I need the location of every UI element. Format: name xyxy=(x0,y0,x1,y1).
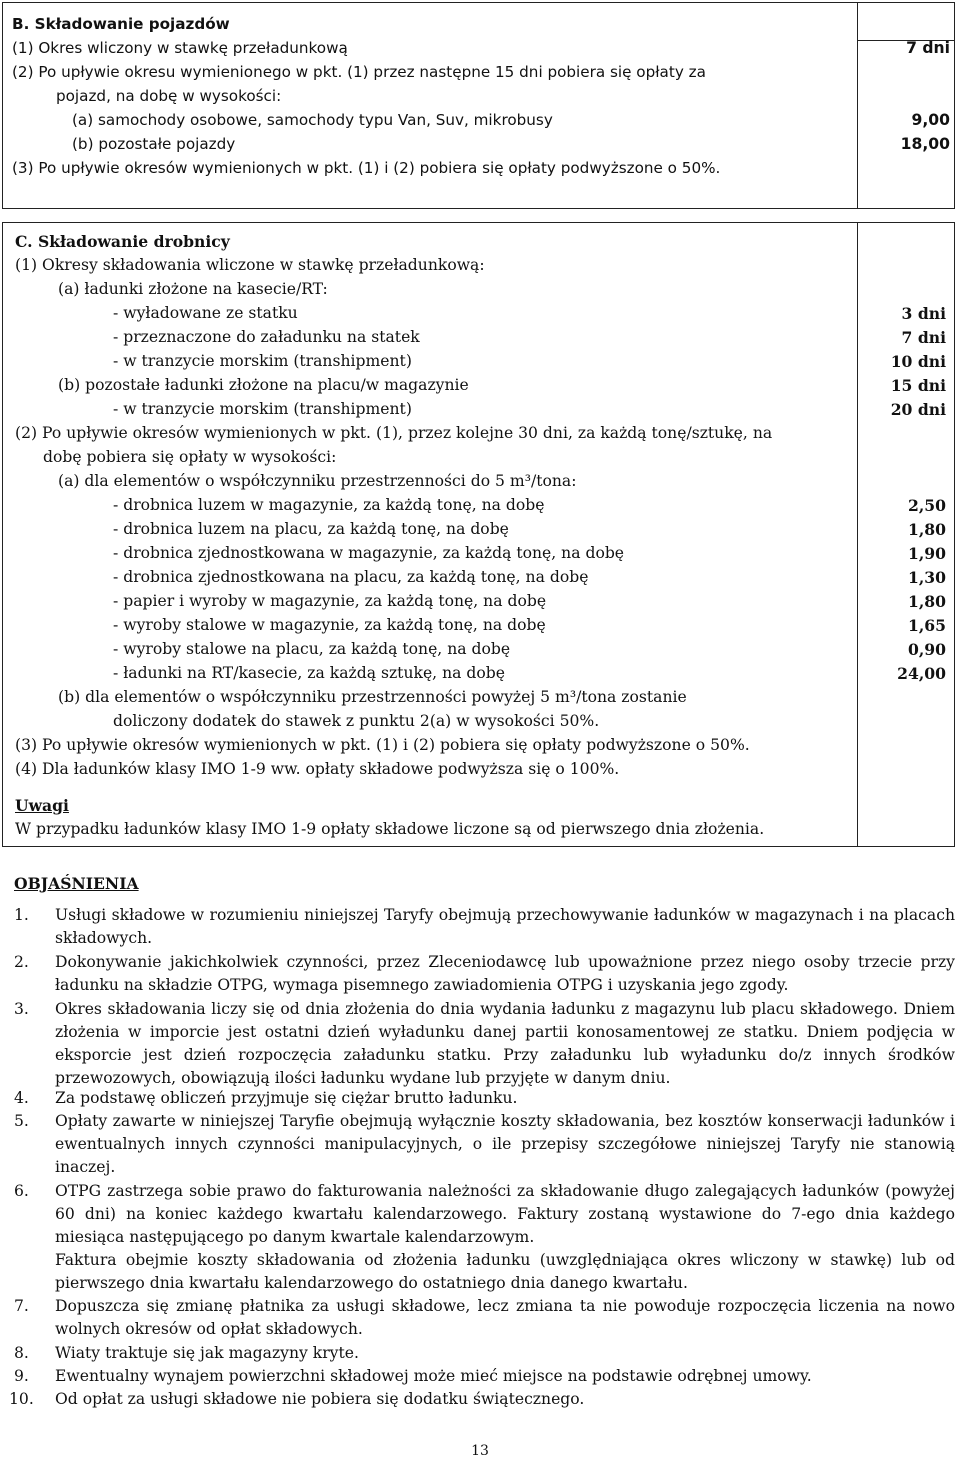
section-c-a2: - przeznaczone do załadunku na statek xyxy=(113,328,420,346)
section-c-r2-value: 1,80 xyxy=(908,520,946,539)
section-c-r4: - drobnica zjednostkowana na placu, za każdą tonę, na dobę xyxy=(113,568,589,586)
section-c-line-a: (a) ładunki złożone na kasecie/RT: xyxy=(58,280,328,298)
section-c-r3: - drobnica zjednostkowana w magazynie, za każdą tonę, na dobę xyxy=(113,544,625,562)
section-c-a3-value: 10 dni xyxy=(890,352,946,371)
section-c-r6: - wyroby stalowe w magazynie, za każdą tonę, na dobę xyxy=(113,616,546,634)
list-item: Za podstawę obliczeń przyjmuje się ciężar brutto ładunku. xyxy=(55,1089,518,1107)
list-item: Dopuszcza się zmianę płatnika za usługi składowe, lecz zmiana ta nie powoduje rozpoczęcia liczenia na nowo wolnych okresów od opłat składowych. xyxy=(55,1297,955,1338)
list-item-number: 4. xyxy=(14,1089,29,1107)
section-b-line-b-value: 18,00 xyxy=(900,135,950,153)
section-c-line-2-b2: doliczony dodatek do stawek z punktu 2(a) w wysokości 50%. xyxy=(113,712,600,730)
section-b-line-b: (b) pozostałe pojazdy xyxy=(72,135,236,153)
list-item-continuation: Faktura obejmie koszty składowania od złożenia ładunku (uwzględniająca okres wliczony w stawkę) lub od pierwszego dnia kwartału kalendarzowego do ostatniego dnia danego kwartału. xyxy=(55,1251,955,1292)
section-c-line-2-b1: (b) dla elementów o współczynniku przestrzenności powyżej 5 m³/tona zostanie xyxy=(58,688,687,706)
column-divider xyxy=(857,223,858,846)
section-c-a1: - wyładowane ze statku xyxy=(113,304,298,322)
page-number: 13 xyxy=(471,1443,489,1459)
section-c-line-1: (1) Okresy składowania wliczone w stawkę przeładunkową: xyxy=(15,256,485,274)
section-c-r8: - ładunki na RT/kasecie, za każdą sztukę, na dobę xyxy=(113,664,505,682)
list-item-number: 3. xyxy=(14,1000,29,1018)
section-b-line-a: (a) samochody osobowe, samochody typu Van, Suv, mikrobusy xyxy=(72,111,553,129)
section-b-line-1: (1) Okres wliczony w stawkę przeładunkową xyxy=(12,39,348,57)
section-c-line-4: (4) Dla ładunków klasy IMO 1-9 ww. opłaty składowe podwyższa się o 100%. xyxy=(15,760,620,778)
list-item: OTPG zastrzega sobie prawo do fakturowania należności za składowanie długo zalegających ładunków (powyżej 60 dni) na koniec każdego kwartału kalendarzowego. Faktury zostaną wystawione do 7-ego dnia każdego miesiąca następującego po danym kwartale kalendarzowym. xyxy=(55,1182,955,1246)
list-item-number: 6. xyxy=(14,1182,29,1200)
list-item: Dokonywanie jakichkolwiek czynności, przez Zleceniodawcę lub upoważnione przez niego osoby trzecie przy ładunku na składzie OTPG, wymaga pisemnego zawiadomienia OTPG i uzyskania jego zgody. xyxy=(55,953,955,994)
section-b-line-2b: pojazd, na dobę w wysokości: xyxy=(56,87,282,105)
section-c-r3-value: 1,90 xyxy=(908,544,946,563)
section-c-table xyxy=(2,222,955,847)
list-item: Opłaty zawarte w niniejszej Taryfie obejmują wyłącznie koszty składowania, bez kosztów konserwacji ładunków i ewentualnych innych czynności manipulacyjnych, o ile przepisy szczegółowe niniejszej Taryfy nie stanowią inaczej. xyxy=(55,1112,955,1176)
section-c-r7-value: 0,90 xyxy=(908,640,946,659)
list-item-number: 7. xyxy=(14,1297,29,1315)
list-item: Usługi składowe w rozumieniu niniejszej Taryfy obejmują przechowywanie ładunków w magazynach i na placach składowych. xyxy=(55,906,955,947)
section-c-r5-value: 1,80 xyxy=(908,592,946,611)
section-b-table xyxy=(2,2,955,209)
list-item: Ewentualny wynajem powierzchni składowej może mieć miejsce na podstawie odrębnej umowy. xyxy=(55,1367,812,1385)
section-c-line-b-value: 15 dni xyxy=(890,376,946,395)
list-item-number: 9. xyxy=(14,1367,29,1385)
section-b-line-a-value: 9,00 xyxy=(911,111,950,129)
section-c-a1-value: 3 dni xyxy=(901,304,946,323)
section-c-a2-value: 7 dni xyxy=(901,328,946,347)
list-item-number: 5. xyxy=(14,1112,29,1130)
section-c-b1-value: 20 dni xyxy=(890,400,946,419)
section-c-a3: - w tranzycie morskim (transhipment) xyxy=(113,352,412,370)
uwagi-title: Uwagi xyxy=(15,796,69,815)
section-b-title: B. Składowanie pojazdów xyxy=(12,15,230,33)
list-item: Okres składowania liczy się od dnia złożenia do dnia wydania ładunku z magazynu lub placu składowego. Dniem złożenia w imporcie jest ostatni dzień wyładunku danej partii konosamentowej ze statku. Dniem podjęcia w eksporcie jest dzień rozpoczęcia załadunku statku. Przy załadunku lub wyładunku do/z innych środków przewozowych, obowiązują ilości ładunku wydane lub przyjęte w danym dniu. xyxy=(55,1000,955,1087)
list-item-number: 10. xyxy=(9,1390,34,1408)
list-item-number: 2. xyxy=(14,953,29,971)
section-c-r8-value: 24,00 xyxy=(897,664,946,683)
section-c-line-2-a: (a) dla elementów o współczynniku przestrzenności do 5 m³/tona: xyxy=(58,472,577,490)
section-c-title: C. Składowanie drobnicy xyxy=(15,232,230,251)
section-c-r6-value: 1,65 xyxy=(908,616,946,635)
section-b-line-3: (3) Po upływie okresów wymienionych w pkt. (1) i (2) pobiera się opłaty podwyższone o 50%. xyxy=(12,159,721,177)
list-item: Wiaty traktuje się jak magazyny kryte. xyxy=(55,1344,359,1362)
section-c-line-2a: (2) Po upływie okresów wymienionych w pkt. (1), przez kolejne 30 dni, za każdą tonę/sztukę, na xyxy=(15,424,773,442)
list-item-number: 8. xyxy=(14,1344,29,1362)
section-c-r1: - drobnica luzem w magazynie, za każdą tonę, na dobę xyxy=(113,496,545,514)
section-c-line-2b: dobę pobiera się opłaty w wysokości: xyxy=(43,448,337,466)
section-c-line-3: (3) Po upływie okresów wymienionych w pkt. (1) i (2) pobiera się opłaty podwyższone o 50%. xyxy=(15,736,750,754)
section-c-r1-value: 2,50 xyxy=(908,496,946,515)
section-c-r7: - wyroby stalowe na placu, za każdą tonę, na dobę xyxy=(113,640,511,658)
list-item: Od opłat za usługi składowe nie pobiera się dodatku świątecznego. xyxy=(55,1390,585,1408)
section-c-r4-value: 1,30 xyxy=(908,568,946,587)
section-c-line-b: (b) pozostałe ładunki złożone na placu/w magazynie xyxy=(58,376,469,394)
section-c-b1: - w tranzycie morskim (transhipment) xyxy=(113,400,412,418)
section-c-r2: - drobnica luzem na placu, za każdą tonę, na dobę xyxy=(113,520,509,538)
section-c-r5: - papier i wyroby w magazynie, za każdą tonę, na dobę xyxy=(113,592,547,610)
uwagi-text: W przypadku ładunków klasy IMO 1-9 opłaty składowe liczone są od pierwszego dnia złożenia. xyxy=(15,820,765,838)
list-item-number: 1. xyxy=(14,906,29,924)
section-b-line-2a: (2) Po upływie okresu wymienionego w pkt. (1) przez następne 15 dni pobiera się opłaty za xyxy=(12,63,706,81)
column-divider xyxy=(857,3,858,208)
objasnienia-title: OBJAŚNIENIA xyxy=(14,874,139,893)
section-b-line-1-value: 7 dni xyxy=(906,39,950,57)
